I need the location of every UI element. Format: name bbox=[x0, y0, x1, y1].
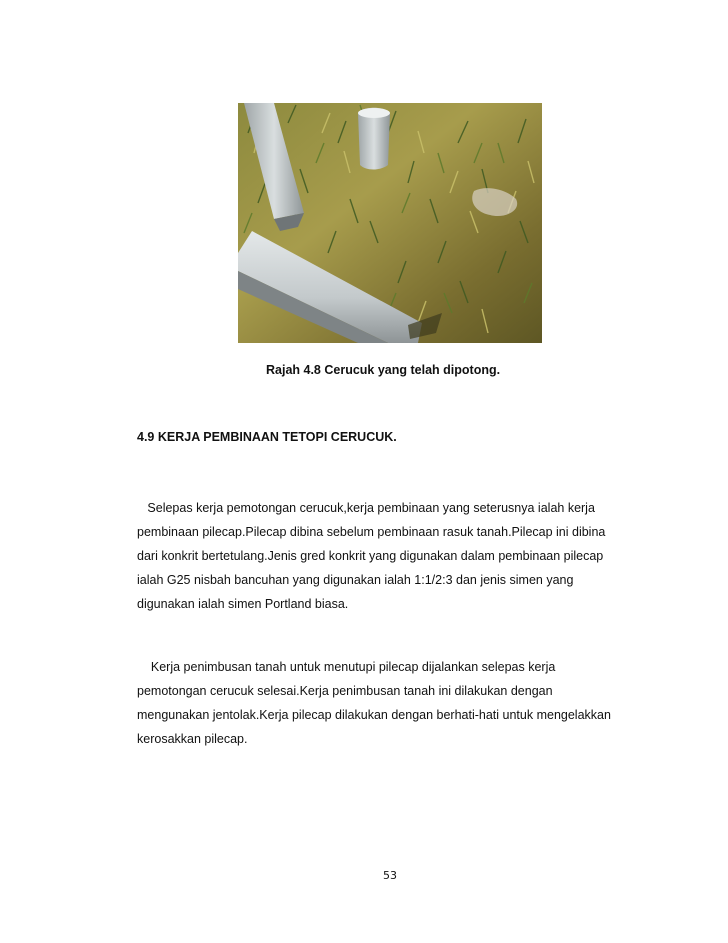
paragraph-pilecap-construction bbox=[137, 496, 605, 616]
paragraph-backfilling bbox=[137, 655, 611, 751]
paragraph-line: Kerja penimbusan tanah untuk menutupi pilecap dijalankan selepas kerja bbox=[137, 660, 556, 674]
paragraph-line: mengunakan jentolak.Kerja pilecap dilakukan dengan berhati-hati untuk mengelakkan bbox=[137, 708, 611, 722]
paragraph-line: ialah G25 nisbah bancuhan yang digunakan ialah 1:1/2:3 dan jenis simen yang bbox=[137, 573, 574, 587]
paragraph-line: pembinaan pilecap.Pilecap dibina sebelum pembinaan rasuk tanah.Pilecap ini dibina bbox=[137, 525, 606, 539]
paragraph-line: pemotongan cerucuk selesai.Kerja penimbusan tanah ini dilakukan dengan bbox=[137, 684, 553, 698]
figure-photo-cut-piles bbox=[238, 103, 542, 343]
page-number: 53 bbox=[383, 869, 397, 882]
section-heading: 4.9 KERJA PEMBINAAN TETOPI CERUCUK. bbox=[137, 430, 397, 444]
paragraph-line: kerosakkan pilecap. bbox=[137, 732, 248, 746]
paragraph-line: digunakan ialah simen Portland biasa. bbox=[137, 597, 349, 611]
paragraph-line: Selepas kerja pemotongan cerucuk,kerja pembinaan yang seterusnya ialah kerja bbox=[137, 501, 595, 515]
paragraph-line: dari konkrit bertetulang.Jenis gred konkrit yang digunakan dalam pembinaan pilecap bbox=[137, 549, 604, 563]
figure-caption: Rajah 4.8 Cerucuk yang telah dipotong. bbox=[266, 363, 501, 377]
